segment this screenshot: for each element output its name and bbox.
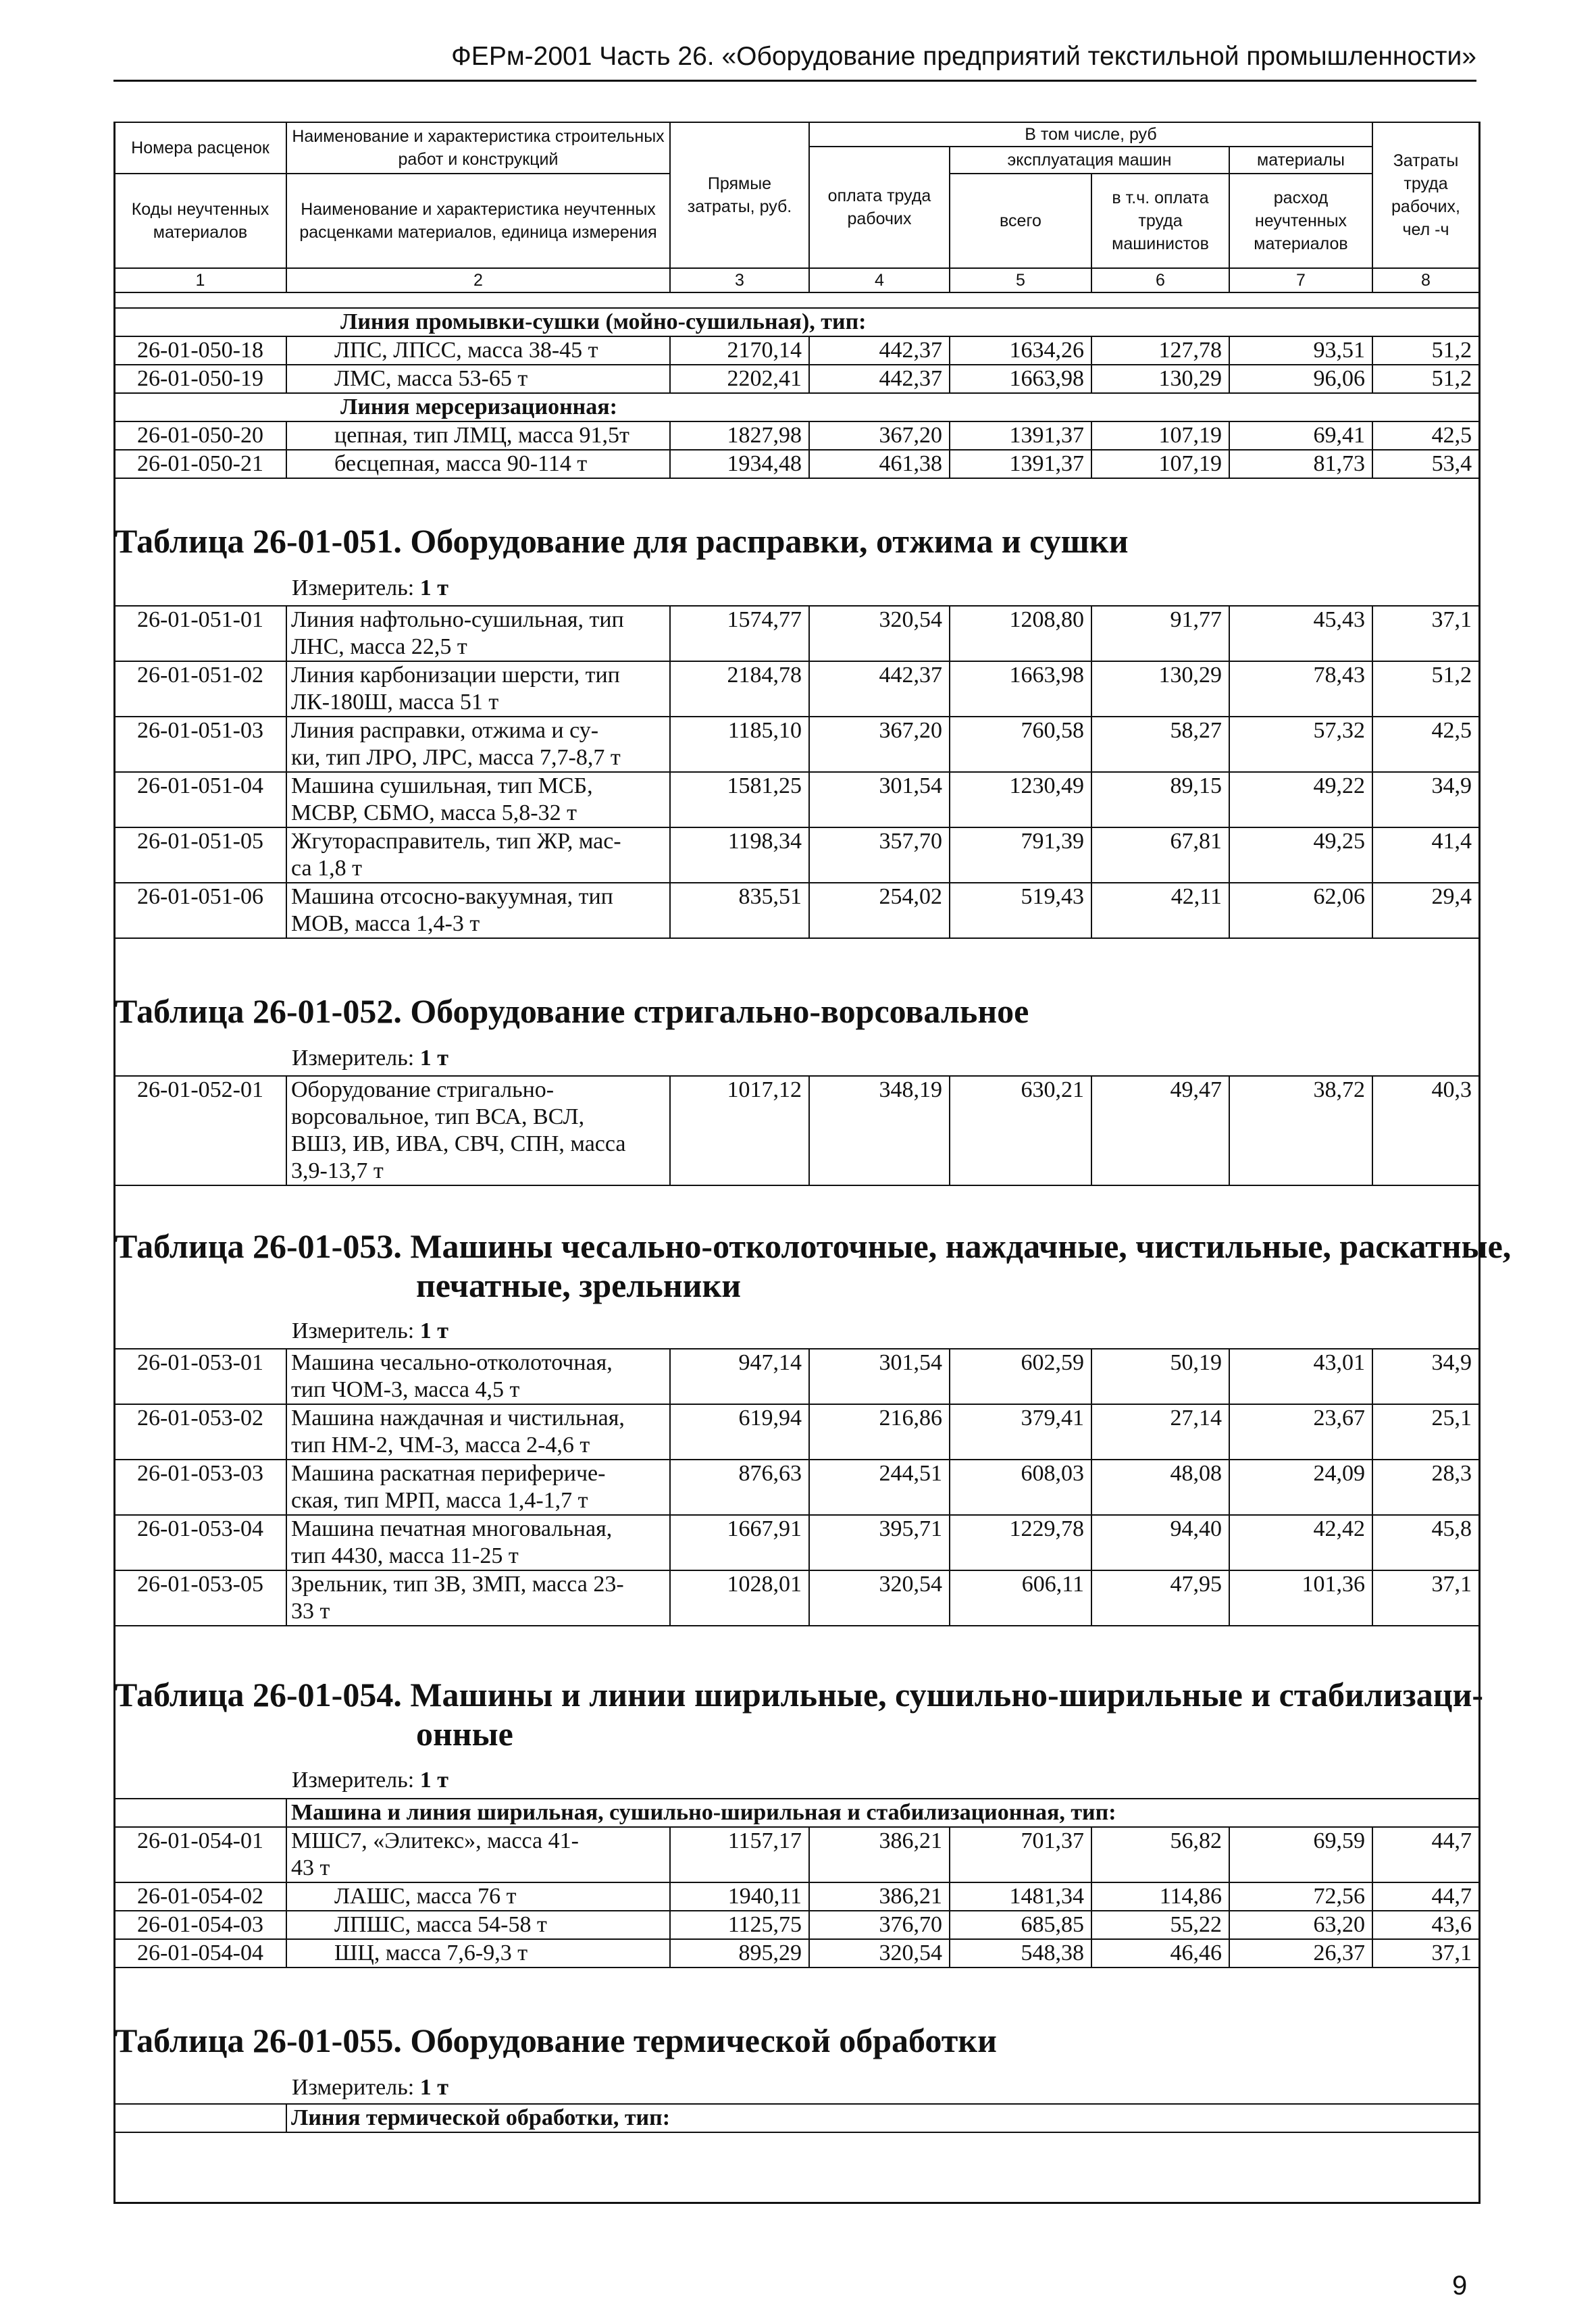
cell-materials: 96,06 bbox=[1229, 365, 1372, 393]
cell-machines-total: 630,21 bbox=[950, 1076, 1091, 1185]
cell-materials: 42,42 bbox=[1229, 1515, 1372, 1570]
cell-machines-total: 608,03 bbox=[950, 1460, 1091, 1515]
cell-labor-pay: 244,51 bbox=[809, 1460, 950, 1515]
cell-materials: 38,72 bbox=[1229, 1076, 1372, 1185]
table-052-title: Таблица 26-01-052. Оборудование стригально-ворсовальное bbox=[115, 992, 1029, 1030]
row-name-line: Машина печатная многовальная, bbox=[291, 1516, 613, 1541]
row-name-line: Оборудование стригально- bbox=[291, 1077, 555, 1102]
table-055 bbox=[113, 2103, 1480, 2133]
col-number: 7 bbox=[1229, 268, 1372, 292]
cell-labor-pay: 442,37 bbox=[809, 661, 950, 717]
row-name: цепная, тип ЛМЦ, масса 91,5т bbox=[286, 421, 670, 450]
col2-top-header: Наименование и характеристика строительных работ и конструкций bbox=[286, 122, 670, 174]
row-name bbox=[286, 606, 670, 661]
cell-operator-pay: 50,19 bbox=[1091, 1349, 1229, 1404]
cell-machines-total: 1663,98 bbox=[950, 661, 1091, 717]
row-name-line: ВШЗ, ИВ, ИВА, СВЧ, СПН, масса bbox=[291, 1131, 626, 1156]
cell-operator-pay: 55,22 bbox=[1091, 1911, 1229, 1939]
col-number: 4 bbox=[809, 268, 950, 292]
cell-labor-hours: 42,5 bbox=[1372, 421, 1479, 450]
cell-labor-pay: 320,54 bbox=[809, 1570, 950, 1626]
row-name-line: ская, тип МРП, масса 1,4-1,7 т bbox=[291, 1488, 588, 1513]
row-code: 26-01-053-02 bbox=[114, 1404, 286, 1460]
measure-value: 1 т bbox=[419, 2075, 448, 2100]
cell-direct-cost: 1581,25 bbox=[670, 772, 809, 827]
table-052 bbox=[113, 1075, 1480, 1186]
cell-machines-total: 602,59 bbox=[950, 1349, 1091, 1404]
machines-header: эксплуатация машин bbox=[950, 147, 1229, 174]
cell-machines-total: 1663,98 bbox=[950, 365, 1091, 393]
measure-label: Измеритель: bbox=[292, 1318, 415, 1343]
row-name bbox=[286, 1827, 670, 1882]
cell-labor-hours: 51,2 bbox=[1372, 336, 1479, 365]
row-name-line: ЛПШС, масса 54-58 т bbox=[334, 1912, 547, 1937]
col-number: 8 bbox=[1372, 268, 1479, 292]
cell-materials: 26,37 bbox=[1229, 1939, 1372, 1968]
row-code: 26-01-051-04 bbox=[114, 772, 286, 827]
cell-direct-cost: 1667,91 bbox=[670, 1515, 809, 1570]
cell-machines-total: 606,11 bbox=[950, 1570, 1091, 1626]
row-name-line: тип ЧОМ-3, масса 4,5 т bbox=[291, 1377, 520, 1402]
title-line: онные bbox=[416, 1715, 513, 1753]
col4-header: оплата труда рабочих bbox=[809, 147, 950, 268]
table-055-measure bbox=[292, 2075, 448, 2101]
row-name: бесцепная, масса 90-114 т bbox=[286, 450, 670, 478]
cell-labor-pay: 386,21 bbox=[809, 1827, 950, 1882]
cell-labor-hours: 53,4 bbox=[1372, 450, 1479, 478]
table-row bbox=[114, 1515, 1479, 1570]
row-code: 26-01-051-06 bbox=[114, 883, 286, 938]
cell-labor-pay: 395,71 bbox=[809, 1515, 950, 1570]
cell-materials: 57,32 bbox=[1229, 717, 1372, 772]
cell-labor-hours: 41,4 bbox=[1372, 827, 1479, 883]
row-code: 26-01-050-21 bbox=[114, 450, 286, 478]
cell-operator-pay: 89,15 bbox=[1091, 772, 1229, 827]
cell-machines-total: 1229,78 bbox=[950, 1515, 1091, 1570]
cell-materials: 62,06 bbox=[1229, 883, 1372, 938]
row-code: 26-01-050-18 bbox=[114, 336, 286, 365]
row-name-line: МОВ, масса 1,4-3 т bbox=[291, 911, 480, 936]
cell-materials: 49,25 bbox=[1229, 827, 1372, 883]
cell-direct-cost: 876,63 bbox=[670, 1460, 809, 1515]
cell-materials: 72,56 bbox=[1229, 1882, 1372, 1911]
cell-labor-pay: 386,21 bbox=[809, 1882, 950, 1911]
col-number: 6 bbox=[1091, 268, 1229, 292]
cell-materials: 63,20 bbox=[1229, 1911, 1372, 1939]
measure-value: 1 т bbox=[419, 575, 448, 600]
table-row bbox=[114, 1570, 1479, 1626]
cell-operator-pay: 130,29 bbox=[1091, 365, 1229, 393]
cell-labor-hours: 44,7 bbox=[1372, 1827, 1479, 1882]
cell-machines-total: 548,38 bbox=[950, 1939, 1091, 1968]
table-052-measure bbox=[292, 1046, 448, 1071]
table-051 bbox=[113, 605, 1480, 939]
row-name bbox=[286, 1911, 670, 1939]
cell-materials: 69,59 bbox=[1229, 1827, 1372, 1882]
row-name-line: ЛАШС, масса 76 т bbox=[334, 1884, 517, 1909]
row-name: ЛПС, ЛПСС, масса 38-45 т bbox=[286, 336, 670, 365]
title-line: Таблица 26-01-054. Машины и линии ширильные, сушильно-ширильные и стабилизаци- bbox=[115, 1676, 1484, 1714]
cell-operator-pay: 130,29 bbox=[1091, 661, 1229, 717]
group-label: Линия термической обработки, тип: bbox=[286, 2104, 1479, 2132]
cell-machines-total: 791,39 bbox=[950, 827, 1091, 883]
row-name bbox=[286, 1349, 670, 1404]
row-code: 26-01-053-01 bbox=[114, 1349, 286, 1404]
cell-operator-pay: 46,46 bbox=[1091, 1939, 1229, 1968]
row-name-line: тип НМ-2, ЧМ-3, масса 2-4,6 т bbox=[291, 1433, 590, 1458]
group-label: Линия промывки-сушки (мойно-сушильная), тип: bbox=[286, 308, 1479, 336]
cell-labor-pay: 357,70 bbox=[809, 827, 950, 883]
cell-labor-hours: 40,3 bbox=[1372, 1076, 1479, 1185]
row-code: 26-01-051-03 bbox=[114, 717, 286, 772]
included-header: В том числе, руб bbox=[809, 122, 1372, 147]
row-name bbox=[286, 1939, 670, 1968]
page-number: 9 bbox=[1452, 2271, 1468, 2300]
row-name-line: тип 4430, масса 11-25 т bbox=[291, 1543, 519, 1568]
measure-value: 1 т bbox=[419, 1046, 448, 1071]
group-label: Линия мерсеризационная: bbox=[286, 393, 1479, 421]
col2-bottom-header: Наименование и характеристика неучтенных расценками материалов, единица измерения bbox=[286, 174, 670, 268]
table-row bbox=[114, 883, 1479, 938]
table-row bbox=[114, 1404, 1479, 1460]
cell-machines-total: 379,41 bbox=[950, 1404, 1091, 1460]
cell-direct-cost: 1934,48 bbox=[670, 450, 809, 478]
cell-machines-total: 1208,80 bbox=[950, 606, 1091, 661]
row-name-line: Линия нафтольно-сушильная, тип bbox=[291, 607, 624, 632]
row-code: 26-01-054-02 bbox=[114, 1882, 286, 1911]
row-name: ЛМС, масса 53-65 т bbox=[286, 365, 670, 393]
cell-operator-pay: 114,86 bbox=[1091, 1882, 1229, 1911]
row-name-line: Машина раскатная перифериче- bbox=[291, 1461, 606, 1486]
cell-labor-hours: 45,8 bbox=[1372, 1515, 1479, 1570]
cell-labor-hours: 34,9 bbox=[1372, 1349, 1479, 1404]
cell-machines-total: 701,37 bbox=[950, 1827, 1091, 1882]
cell-operator-pay: 49,47 bbox=[1091, 1076, 1229, 1185]
row-name-line: МШС7, «Элитекс», масса 41- bbox=[291, 1828, 579, 1853]
row-name-line: Зрельник, тип ЗВ, ЗМП, масса 23- bbox=[291, 1572, 624, 1597]
table-row bbox=[114, 1460, 1479, 1515]
col6-header: в т.ч. оплата труда машинистов bbox=[1091, 174, 1229, 268]
cell-materials: 93,51 bbox=[1229, 336, 1372, 365]
cell-materials: 43,01 bbox=[1229, 1349, 1372, 1404]
cell-operator-pay: 42,11 bbox=[1091, 883, 1229, 938]
table-051-title: Таблица 26-01-051. Оборудование для расправки, отжима и сушки bbox=[115, 522, 1129, 560]
row-name-line: Линия карбонизации шерсти, тип bbox=[291, 663, 620, 688]
cell-labor-pay: 301,54 bbox=[809, 772, 950, 827]
cell-direct-cost: 947,14 bbox=[670, 1349, 809, 1404]
row-code: 26-01-051-01 bbox=[114, 606, 286, 661]
cell-labor-hours: 37,1 bbox=[1372, 1570, 1479, 1626]
row-code: 26-01-053-04 bbox=[114, 1515, 286, 1570]
row-name bbox=[286, 772, 670, 827]
row-name-line: Жгутораспрaвитель, тип ЖР, мас- bbox=[291, 829, 621, 854]
cell-labor-hours: 44,7 bbox=[1372, 1882, 1479, 1911]
row-name-line: Машина чесально-отколоточная, bbox=[291, 1350, 613, 1375]
cell-materials: 23,67 bbox=[1229, 1404, 1372, 1460]
cell-direct-cost: 1827,98 bbox=[670, 421, 809, 450]
measure-label: Измеритель: bbox=[292, 1768, 415, 1793]
cell-operator-pay: 107,19 bbox=[1091, 450, 1229, 478]
table-row bbox=[114, 827, 1479, 883]
row-code: 26-01-052-01 bbox=[114, 1076, 286, 1185]
row-code: 26-01-054-04 bbox=[114, 1939, 286, 1968]
group-label: Машина и линия ширильная, сушильно-ширильная и стабилизационная, тип: bbox=[286, 1799, 1479, 1827]
cell-machines-total: 685,85 bbox=[950, 1911, 1091, 1939]
col8-header: Затраты труда рабочих, чел -ч bbox=[1372, 122, 1479, 268]
cell-labor-pay: 367,20 bbox=[809, 717, 950, 772]
table-row bbox=[114, 1827, 1479, 1882]
cell-machines-total: 519,43 bbox=[950, 883, 1091, 938]
measure-value: 1 т bbox=[419, 1318, 448, 1343]
col-number: 2 bbox=[286, 268, 670, 292]
table-053-title bbox=[115, 1227, 1511, 1305]
cell-labor-hours: 42,5 bbox=[1372, 717, 1479, 772]
cell-materials: 101,36 bbox=[1229, 1570, 1372, 1626]
row-name bbox=[286, 717, 670, 772]
measure-value: 1 т bbox=[419, 1768, 448, 1793]
cell-labor-pay: 216,86 bbox=[809, 1404, 950, 1460]
cell-machines-total: 1230,49 bbox=[950, 772, 1091, 827]
cell-operator-pay: 94,40 bbox=[1091, 1515, 1229, 1570]
row-name-line: ки, тип ЛРО, ЛРС, масса 7,7-8,7 т bbox=[291, 745, 621, 770]
cell-labor-hours: 51,2 bbox=[1372, 661, 1479, 717]
cell-machines-total: 1391,37 bbox=[950, 450, 1091, 478]
table-055-title: Таблица 26-01-055. Оборудование термической обработки bbox=[115, 2022, 997, 2059]
cell-labor-pay: 367,20 bbox=[809, 421, 950, 450]
cell-labor-hours: 51,2 bbox=[1372, 365, 1479, 393]
table-row bbox=[114, 1349, 1479, 1404]
cell-labor-pay: 461,38 bbox=[809, 450, 950, 478]
cell-direct-cost: 1185,10 bbox=[670, 717, 809, 772]
row-code: 26-01-050-19 bbox=[114, 365, 286, 393]
table-row bbox=[114, 1939, 1479, 1968]
row-name-line: МСВР, СБМО, масса 5,8-32 т bbox=[291, 800, 577, 825]
cell-direct-cost: 1198,34 bbox=[670, 827, 809, 883]
row-code: 26-01-051-05 bbox=[114, 827, 286, 883]
row-name-line: Машина отсосно-вакуумная, тип bbox=[291, 884, 613, 909]
col-number: 1 bbox=[114, 268, 286, 292]
page-header: ФЕРм-2001 Часть 26. «Оборудование предприятий текстильной промышленности» bbox=[113, 42, 1476, 82]
cell-labor-pay: 442,37 bbox=[809, 336, 950, 365]
col1-top-header: Номера расценок bbox=[114, 122, 286, 174]
row-name-line: 43 т bbox=[291, 1855, 330, 1880]
row-name bbox=[286, 1460, 670, 1515]
row-name bbox=[286, 883, 670, 938]
col-number: 3 bbox=[670, 268, 809, 292]
cell-direct-cost: 1157,17 bbox=[670, 1827, 809, 1882]
cell-machines-total: 1391,37 bbox=[950, 421, 1091, 450]
cell-operator-pay: 67,81 bbox=[1091, 827, 1229, 883]
title-line: Таблица 26-01-053. Машины чесально-отколоточные, наждачные, чистильные, раскатные, bbox=[115, 1227, 1512, 1265]
row-code: 26-01-051-02 bbox=[114, 661, 286, 717]
row-name bbox=[286, 1404, 670, 1460]
cell-labor-hours: 29,4 bbox=[1372, 883, 1479, 938]
row-name-line: 3,9-13,7 т bbox=[291, 1158, 384, 1183]
cell-labor-hours: 37,1 bbox=[1372, 606, 1479, 661]
col3-header: Прямые затраты, руб. bbox=[670, 122, 809, 268]
cell-direct-cost: 1028,01 bbox=[670, 1570, 809, 1626]
cell-labor-pay: 442,37 bbox=[809, 365, 950, 393]
row-name bbox=[286, 827, 670, 883]
cell-direct-cost: 2184,78 bbox=[670, 661, 809, 717]
cell-labor-pay: 376,70 bbox=[809, 1911, 950, 1939]
table-054 bbox=[113, 1798, 1480, 1968]
title-line: печатные, зрельники bbox=[416, 1266, 742, 1304]
table-row bbox=[114, 772, 1479, 827]
cell-operator-pay: 27,14 bbox=[1091, 1404, 1229, 1460]
measure-label: Измеритель: bbox=[292, 575, 415, 600]
cell-operator-pay: 48,08 bbox=[1091, 1460, 1229, 1515]
cell-direct-cost: 1574,77 bbox=[670, 606, 809, 661]
table-row bbox=[114, 1911, 1479, 1939]
col7-header: расход неучтенных материалов bbox=[1229, 174, 1372, 268]
cell-operator-pay: 58,27 bbox=[1091, 717, 1229, 772]
materials-header: материалы bbox=[1229, 147, 1372, 174]
cell-materials: 49,22 bbox=[1229, 772, 1372, 827]
row-name bbox=[286, 1882, 670, 1911]
cell-operator-pay: 56,82 bbox=[1091, 1827, 1229, 1882]
cell-materials: 81,73 bbox=[1229, 450, 1372, 478]
table-row bbox=[114, 661, 1479, 717]
row-name-line: ШЦ, масса 7,6-9,3 т bbox=[334, 1940, 528, 1965]
cell-machines-total: 1481,34 bbox=[950, 1882, 1091, 1911]
row-name bbox=[286, 661, 670, 717]
cell-labor-hours: 43,6 bbox=[1372, 1911, 1479, 1939]
cell-labor-pay: 320,54 bbox=[809, 1939, 950, 1968]
cell-machines-total: 760,58 bbox=[950, 717, 1091, 772]
table-054-measure bbox=[292, 1768, 448, 1793]
table-row bbox=[114, 1882, 1479, 1911]
table-053 bbox=[113, 1348, 1480, 1626]
table-054-title bbox=[115, 1675, 1483, 1753]
table-051-measure bbox=[292, 575, 448, 601]
measure-label: Измеритель: bbox=[292, 2075, 415, 2100]
row-name-line: ЛК-180Ш, масса 51 т bbox=[291, 690, 499, 715]
row-code: 26-01-054-01 bbox=[114, 1827, 286, 1882]
row-name-line: Машина сушильная, тип МСБ, bbox=[291, 773, 593, 798]
measure-label: Измеритель: bbox=[292, 1046, 415, 1071]
cell-direct-cost: 2170,14 bbox=[670, 336, 809, 365]
cell-direct-cost: 1125,75 bbox=[670, 1911, 809, 1939]
col-number: 5 bbox=[950, 268, 1091, 292]
table-row bbox=[114, 1076, 1479, 1185]
cell-labor-hours: 34,9 bbox=[1372, 772, 1479, 827]
row-name-line: ЛНС, масса 22,5 т bbox=[291, 634, 467, 659]
row-code: 26-01-054-03 bbox=[114, 1911, 286, 1939]
row-code: 26-01-053-03 bbox=[114, 1460, 286, 1515]
cell-machines-total: 1634,26 bbox=[950, 336, 1091, 365]
cell-labor-pay: 320,54 bbox=[809, 606, 950, 661]
col1-bottom-header: Коды неучтенных материалов bbox=[114, 174, 286, 268]
cell-direct-cost: 1940,11 bbox=[670, 1882, 809, 1911]
cell-direct-cost: 895,29 bbox=[670, 1939, 809, 1968]
row-name-line: Машина наждачная и чистильная, bbox=[291, 1406, 625, 1431]
cell-labor-hours: 28,3 bbox=[1372, 1460, 1479, 1515]
cell-operator-pay: 127,78 bbox=[1091, 336, 1229, 365]
cell-materials: 45,43 bbox=[1229, 606, 1372, 661]
cell-direct-cost: 835,51 bbox=[670, 883, 809, 938]
cell-materials: 24,09 bbox=[1229, 1460, 1372, 1515]
row-name bbox=[286, 1570, 670, 1626]
cell-operator-pay: 47,95 bbox=[1091, 1570, 1229, 1626]
cell-materials: 78,43 bbox=[1229, 661, 1372, 717]
row-code: 26-01-053-05 bbox=[114, 1570, 286, 1626]
cell-operator-pay: 107,19 bbox=[1091, 421, 1229, 450]
table-row bbox=[114, 606, 1479, 661]
col5-header: всего bbox=[950, 174, 1091, 268]
row-name bbox=[286, 1076, 670, 1185]
row-name-line: Линия расправки, отжима и су- bbox=[291, 718, 599, 743]
row-name bbox=[286, 1515, 670, 1570]
row-name-line: ворсовальное, тип ВСА, ВСЛ, bbox=[291, 1104, 585, 1129]
row-code: 26-01-050-20 bbox=[114, 421, 286, 450]
cell-operator-pay: 91,77 bbox=[1091, 606, 1229, 661]
table-row bbox=[114, 717, 1479, 772]
table-053-measure bbox=[292, 1318, 448, 1344]
cell-labor-hours: 25,1 bbox=[1372, 1404, 1479, 1460]
cell-direct-cost: 1017,12 bbox=[670, 1076, 809, 1185]
row-name-line: са 1,8 т bbox=[291, 856, 362, 881]
cell-direct-cost: 2202,41 bbox=[670, 365, 809, 393]
cell-labor-pay: 301,54 bbox=[809, 1349, 950, 1404]
row-name-line: 33 т bbox=[291, 1599, 330, 1624]
cell-labor-pay: 254,02 bbox=[809, 883, 950, 938]
cell-direct-cost: 619,94 bbox=[670, 1404, 809, 1460]
cell-materials: 69,41 bbox=[1229, 421, 1372, 450]
cell-labor-pay: 348,19 bbox=[809, 1076, 950, 1185]
cell-labor-hours: 37,1 bbox=[1372, 1939, 1479, 1968]
